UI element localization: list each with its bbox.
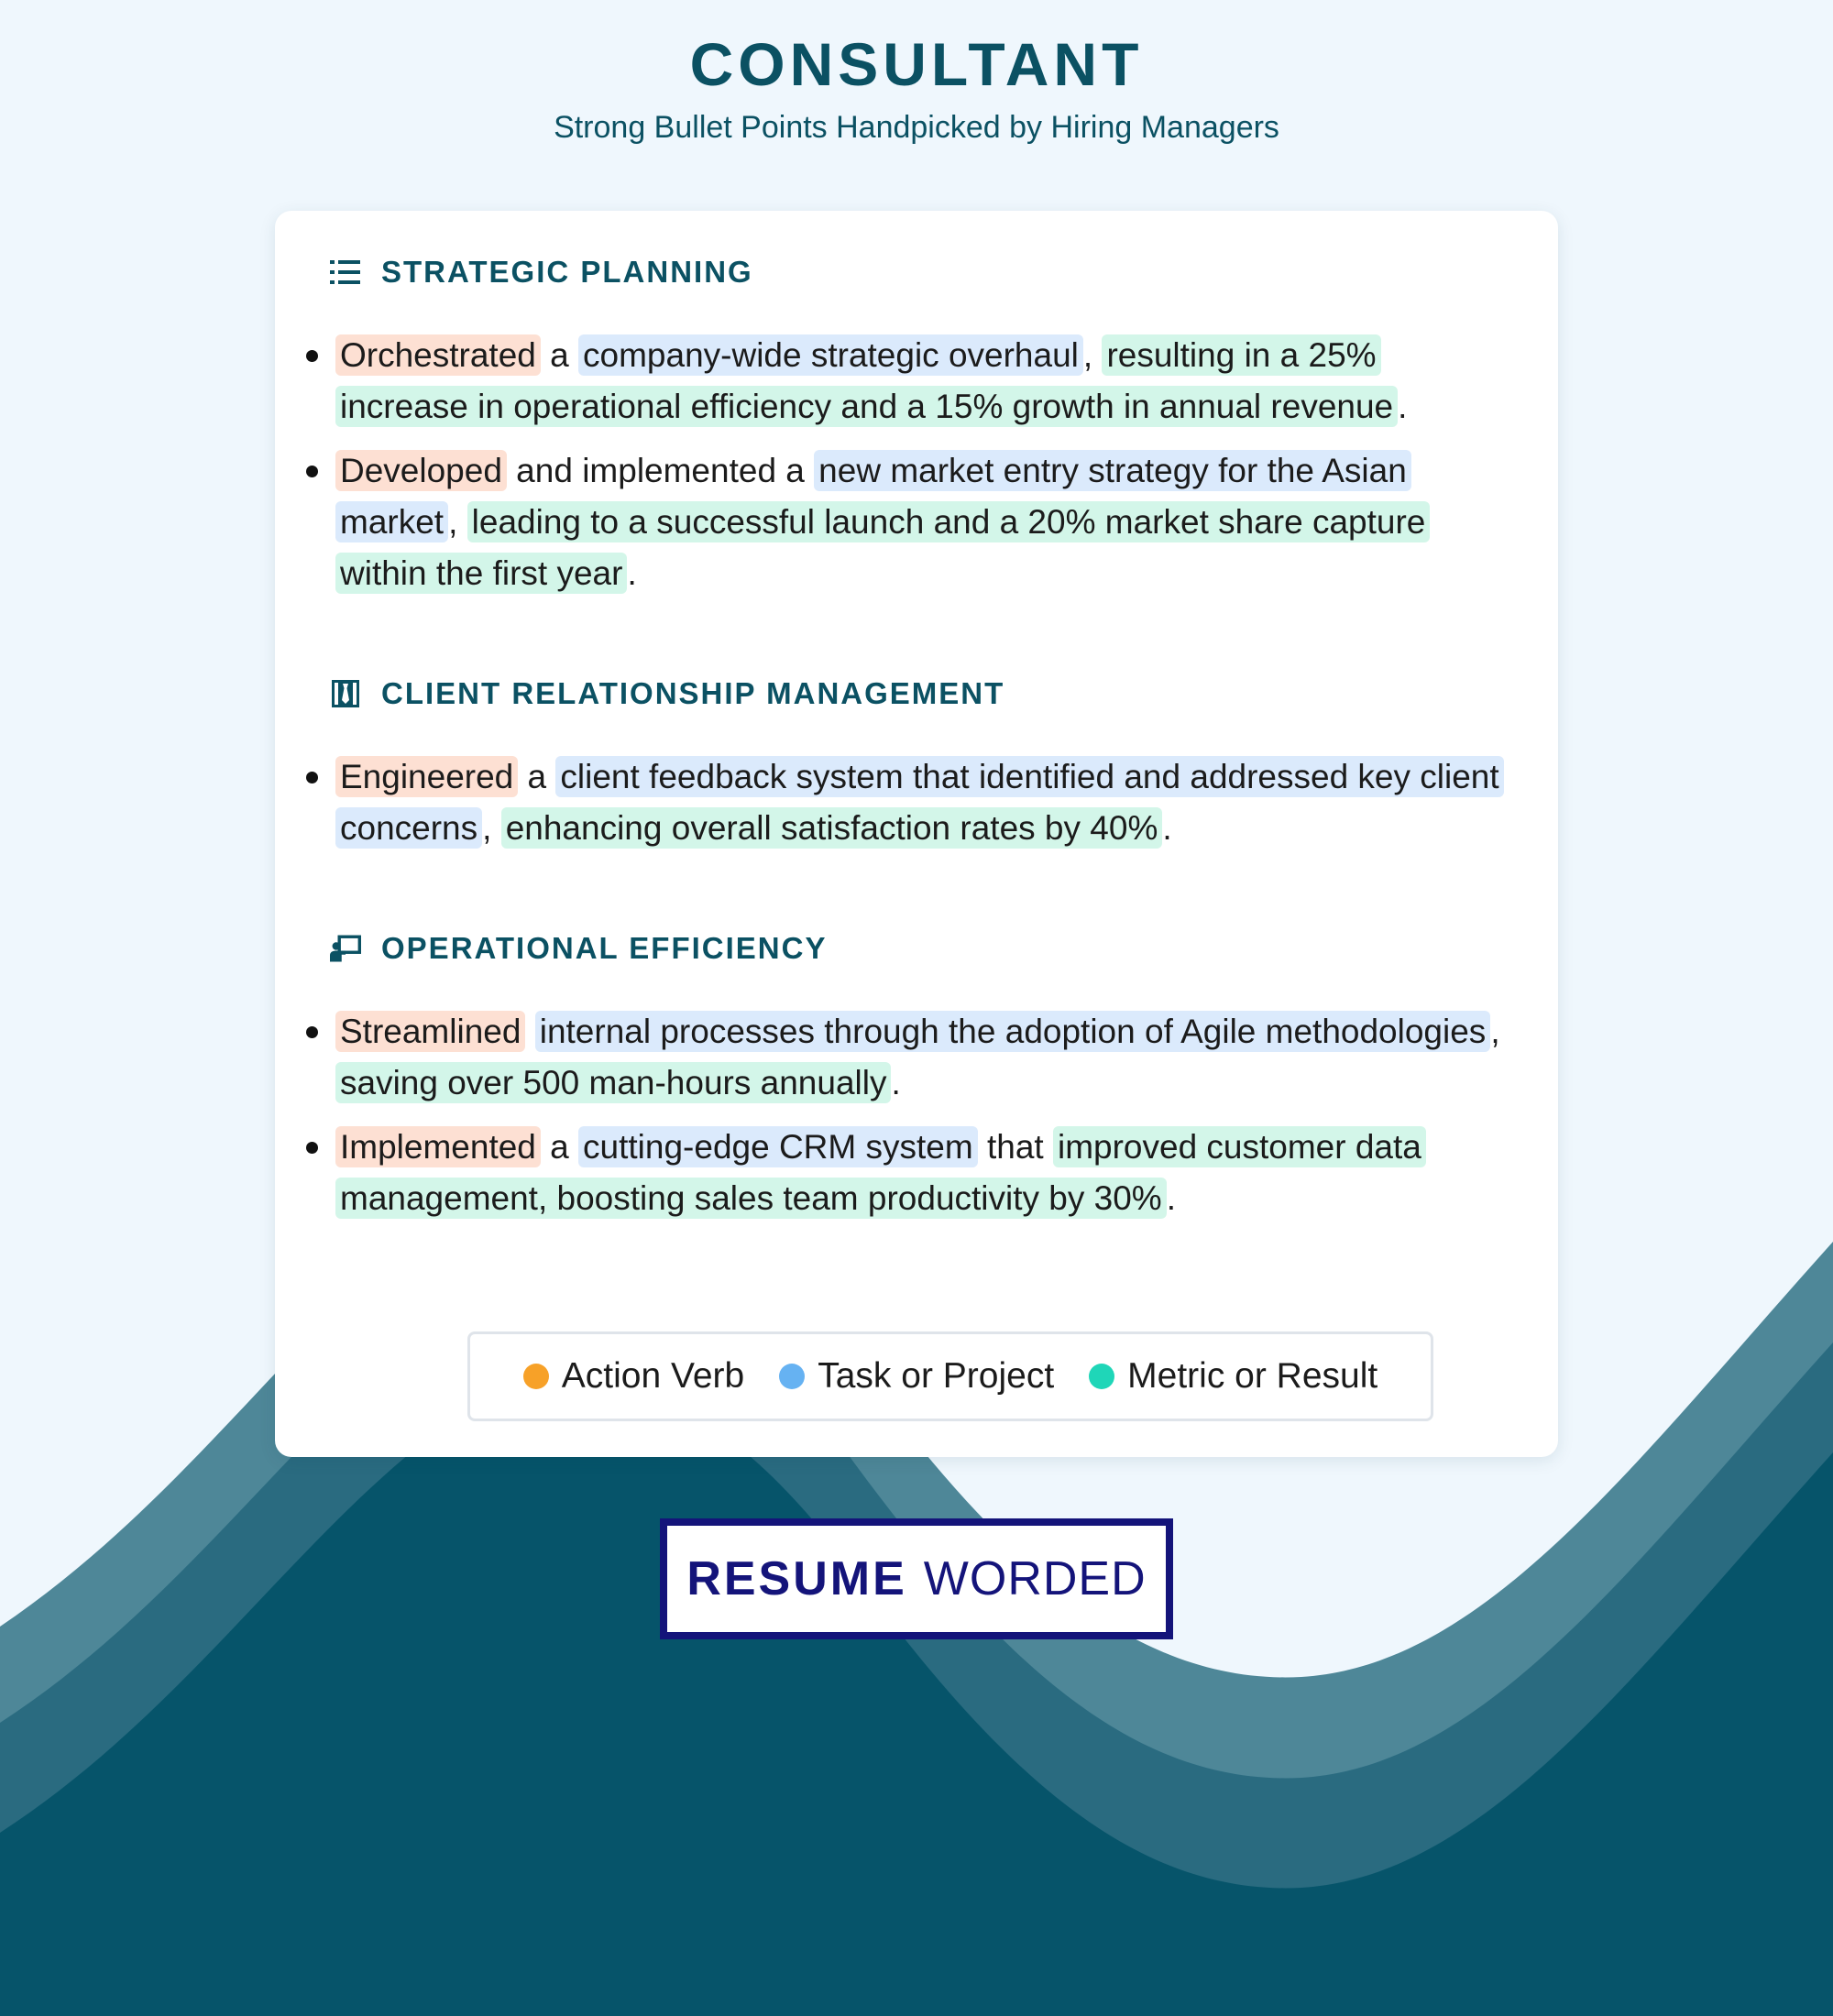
section-header (330, 249, 1503, 295)
section-title: OPERATIONAL EFFICIENCY (381, 931, 828, 965)
action-verb-highlight: Orchestrated (335, 334, 541, 376)
bullet-points-card (275, 211, 1558, 1457)
action-verb-highlight: Engineered (335, 756, 518, 797)
bullet-list (330, 1006, 1503, 1224)
section (330, 671, 1503, 854)
task-highlight: client feedback system that identified and addressed key client concerns (335, 756, 1504, 849)
bullet-point (330, 751, 1503, 854)
legend-item-task-or-project (779, 1356, 1054, 1397)
page-subtitle: Strong Bullet Points Handpicked by Hiring Managers (554, 110, 1279, 145)
metric-or-result-dot-icon (1089, 1364, 1114, 1389)
bullet-list (330, 751, 1503, 854)
bullet-text: . (1166, 1179, 1176, 1217)
action-verb-highlight: Developed (335, 450, 507, 491)
bullet-text: . (1398, 388, 1408, 425)
metric-highlight: improved customer data management, boosting sales team productivity by 30% (335, 1126, 1426, 1219)
sections-container (330, 249, 1503, 1224)
bullet-text: . (627, 554, 637, 592)
bullet-text: a (540, 1128, 579, 1166)
bullet-dot-icon (306, 350, 318, 362)
task-highlight: company-wide strategic overhaul (578, 334, 1083, 376)
action-verb-dot-icon (523, 1364, 549, 1389)
presenter-icon (330, 933, 361, 964)
logo-strong-text: RESUME (686, 1552, 907, 1605)
logo-light-text: WORDED (923, 1552, 1147, 1605)
bullet-text: . (1162, 809, 1172, 847)
bullet-text: . (891, 1064, 901, 1101)
metric-highlight: resulting in a 25% increase in operational efficiency and a 15% growth in annual revenue (335, 334, 1398, 427)
bullet-point (330, 1006, 1503, 1109)
metric-highlight: enhancing overall satisfaction rates by 40% (501, 807, 1163, 849)
resume-worded-logo (660, 1518, 1173, 1639)
action-verb-highlight: Implemented (335, 1126, 541, 1167)
task-highlight: internal processes through the adoption of Agile methodologies (535, 1011, 1491, 1052)
bullet-text: and implemented a (506, 452, 815, 489)
bullet-dot-icon (306, 1142, 318, 1154)
task-highlight: new market entry strategy for the Asian market (335, 450, 1411, 542)
page-title: CONSULTANT (689, 30, 1144, 98)
legend-label: Metric or Result (1127, 1356, 1378, 1396)
section (330, 926, 1503, 1224)
bullet-text: that (977, 1128, 1053, 1166)
section-header (330, 926, 1503, 971)
bullet-point (330, 1122, 1503, 1224)
action-verb-highlight: Streamlined (335, 1011, 525, 1052)
page-header (0, 27, 1833, 147)
section-header (330, 671, 1503, 717)
bullet-point (330, 445, 1503, 599)
metric-highlight: saving over 500 man-hours annually (335, 1062, 891, 1103)
bullet-text: , (1490, 1013, 1500, 1050)
list-icon (330, 257, 361, 288)
metric-highlight: leading to a successful launch and a 20% market share capture within the first year (335, 501, 1430, 594)
section-title: CLIENT RELATIONSHIP MANAGEMENT (381, 676, 1005, 710)
bullet-list (330, 330, 1503, 599)
legend-item-metric-or-result (1089, 1356, 1377, 1397)
legend-label: Action Verb (561, 1356, 745, 1396)
task-or-project-dot-icon (779, 1364, 805, 1389)
bullet-text: , (482, 809, 501, 847)
tie-icon (330, 678, 361, 709)
bullet-point (330, 330, 1503, 433)
bullet-text: a (518, 758, 556, 795)
legend-item-action-verb (523, 1356, 744, 1397)
bullet-dot-icon (306, 1026, 318, 1038)
bullet-dot-icon (306, 772, 318, 783)
bullet-text: a (540, 336, 579, 374)
section-title: STRATEGIC PLANNING (381, 255, 753, 289)
bullet-text: , (448, 503, 467, 541)
legend (467, 1331, 1433, 1421)
legend-label: Task or Project (818, 1356, 1055, 1396)
section (330, 249, 1503, 599)
bullet-text (525, 1013, 534, 1050)
bullet-dot-icon (306, 466, 318, 477)
bullet-text: , (1082, 336, 1103, 374)
task-highlight: cutting-edge CRM system (578, 1126, 978, 1167)
